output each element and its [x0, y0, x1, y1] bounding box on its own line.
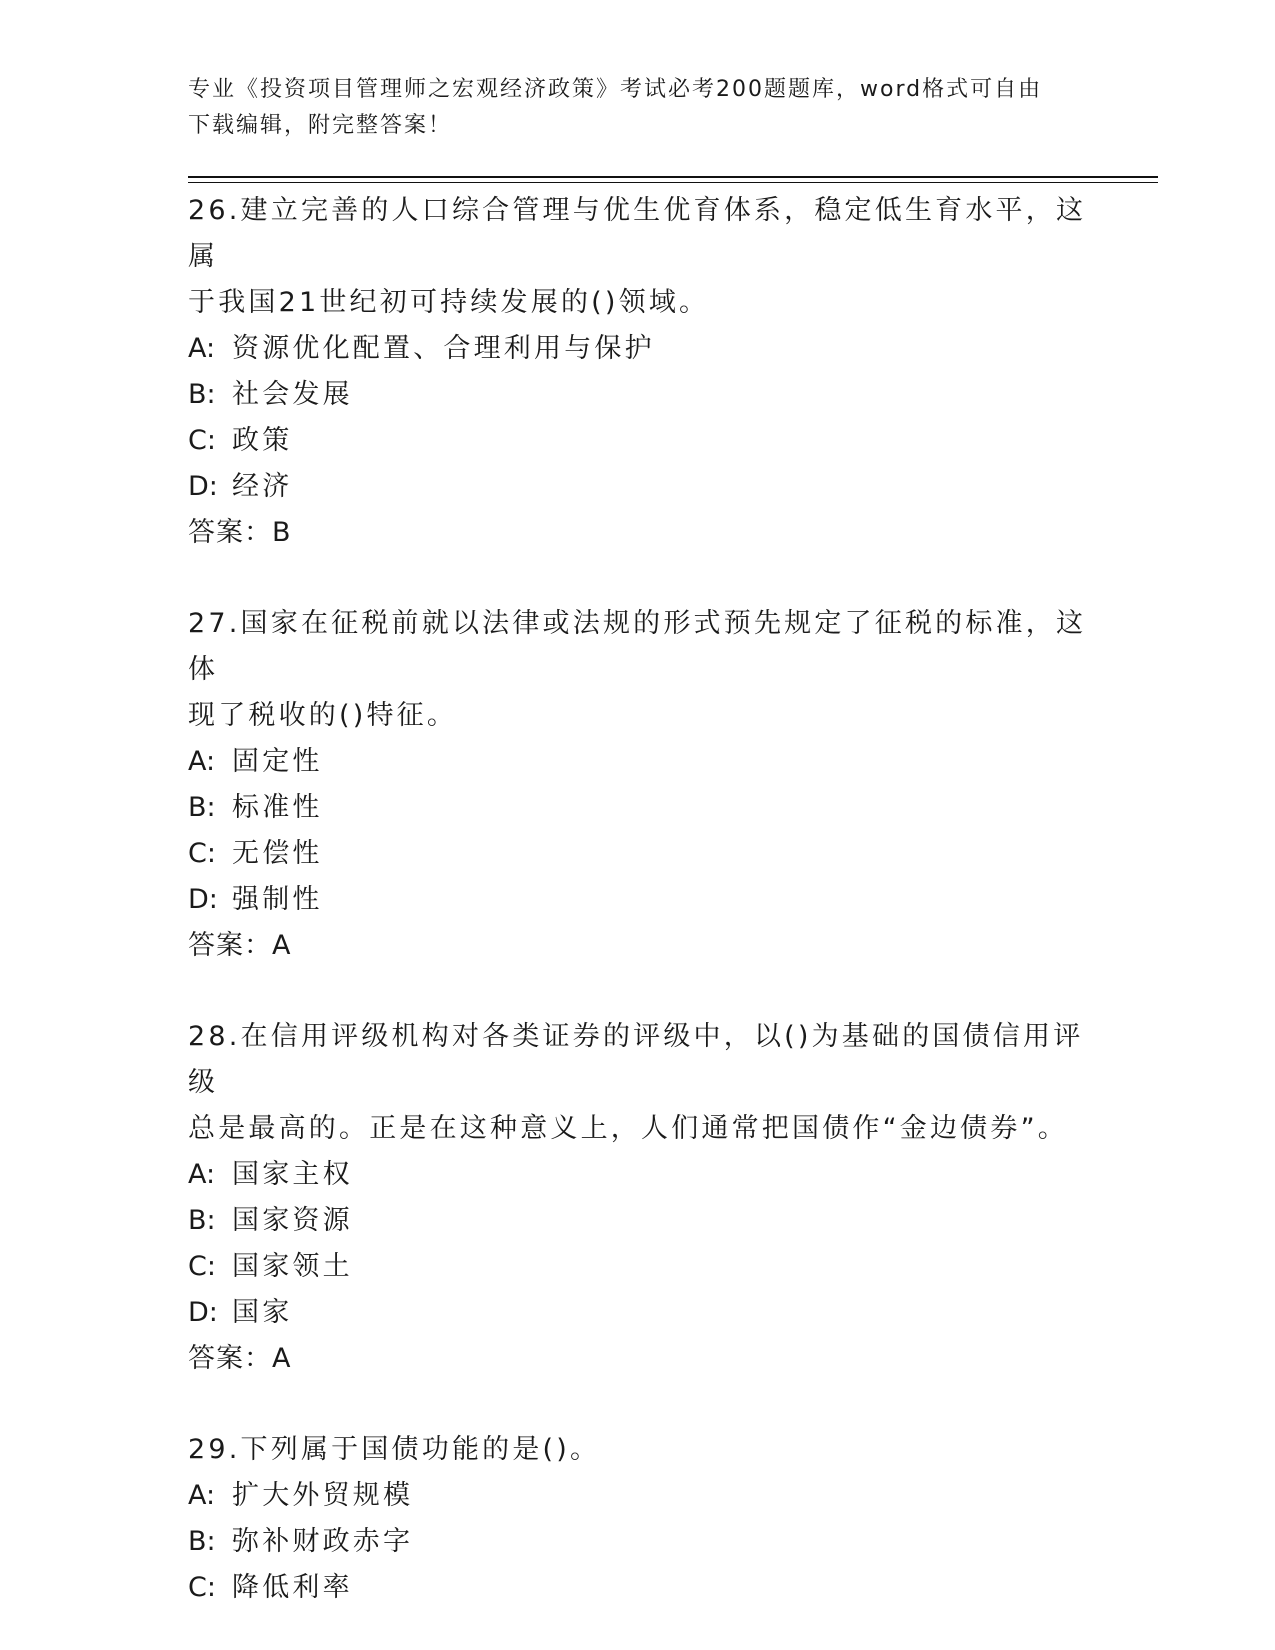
question-stem-line: 28.在信用评级机构对各类证券的评级中，以()为基础的国债信用评级	[188, 1021, 1084, 1098]
option-a	[188, 1152, 1088, 1198]
spacer	[188, 556, 1088, 601]
option-text: 社会发展	[232, 379, 353, 410]
option-key: A:	[188, 333, 216, 364]
option-c	[188, 1565, 1088, 1611]
option-text: 扩大外贸规模	[232, 1480, 414, 1511]
option-text: 国家主权	[232, 1159, 353, 1190]
question-26	[188, 188, 1088, 556]
option-text: 资源优化配置、合理利用与保护	[232, 333, 655, 364]
question-stem-line: 26.建立完善的人口综合管理与优生优育体系，稳定低生育水平，这属	[188, 195, 1087, 272]
option-text: 国家	[232, 1297, 293, 1328]
question-stem-line: 于我国21世纪初可持续发展的()领域。	[188, 287, 710, 318]
answer: 答案：A	[188, 1343, 292, 1374]
document-header	[188, 72, 1068, 144]
option-c	[188, 418, 1088, 464]
spacer	[188, 969, 1088, 1014]
question-stem-line: 27.国家在征税前就以法律或法规的形式预先规定了征税的标准，这体	[188, 608, 1087, 685]
option-key: D:	[188, 884, 218, 915]
option-key: A:	[188, 1480, 216, 1511]
option-b	[188, 372, 1088, 418]
header-line-2: 下载编辑，附完整答案！	[188, 113, 453, 138]
spacer	[188, 1382, 1088, 1427]
answer: 答案：B	[188, 517, 292, 548]
option-text: 固定性	[232, 746, 323, 777]
question-list	[188, 188, 1088, 1611]
header-divider-thick	[188, 176, 1158, 178]
option-d	[188, 877, 1088, 923]
option-key: A:	[188, 1159, 216, 1190]
option-key: B:	[188, 1526, 216, 1557]
question-stem-line: 现了税收的()特征。	[188, 700, 458, 731]
option-key: C:	[188, 1251, 216, 1282]
option-key: C:	[188, 1572, 216, 1603]
option-c	[188, 831, 1088, 877]
option-c	[188, 1244, 1088, 1290]
option-text: 弥补财政赤字	[232, 1526, 414, 1557]
question-28	[188, 1014, 1088, 1382]
answer: 答案：A	[188, 930, 292, 961]
option-text: 降低利率	[232, 1572, 353, 1603]
option-text: 国家领土	[232, 1251, 353, 1282]
option-a	[188, 326, 1088, 372]
option-d	[188, 1290, 1088, 1336]
option-text: 经济	[232, 471, 293, 502]
question-stem-line: 总是最高的。正是在这种意义上，人们通常把国债作“金边债券”。	[188, 1113, 1068, 1144]
option-b	[188, 785, 1088, 831]
option-text: 标准性	[232, 792, 323, 823]
option-key: B:	[188, 792, 216, 823]
header-divider-thin	[188, 182, 1158, 183]
option-key: D:	[188, 1297, 218, 1328]
option-key: B:	[188, 379, 216, 410]
option-b	[188, 1198, 1088, 1244]
option-text: 无偿性	[232, 838, 323, 869]
option-key: B:	[188, 1205, 216, 1236]
option-key: C:	[188, 838, 216, 869]
option-key: C:	[188, 425, 216, 456]
question-27	[188, 601, 1088, 969]
question-29	[188, 1427, 1088, 1611]
header-line-1: 专业《投资项目管理师之宏观经济政策》考试必考200题题库，word格式可自由	[188, 77, 1043, 102]
option-key: A:	[188, 746, 216, 777]
option-key: D:	[188, 471, 218, 502]
option-a	[188, 1473, 1088, 1519]
option-text: 强制性	[232, 884, 323, 915]
option-b	[188, 1519, 1088, 1565]
option-text: 国家资源	[232, 1205, 353, 1236]
option-text: 政策	[232, 425, 293, 456]
option-a	[188, 739, 1088, 785]
question-stem-line: 29.下列属于国债功能的是()。	[188, 1434, 601, 1465]
option-d	[188, 464, 1088, 510]
